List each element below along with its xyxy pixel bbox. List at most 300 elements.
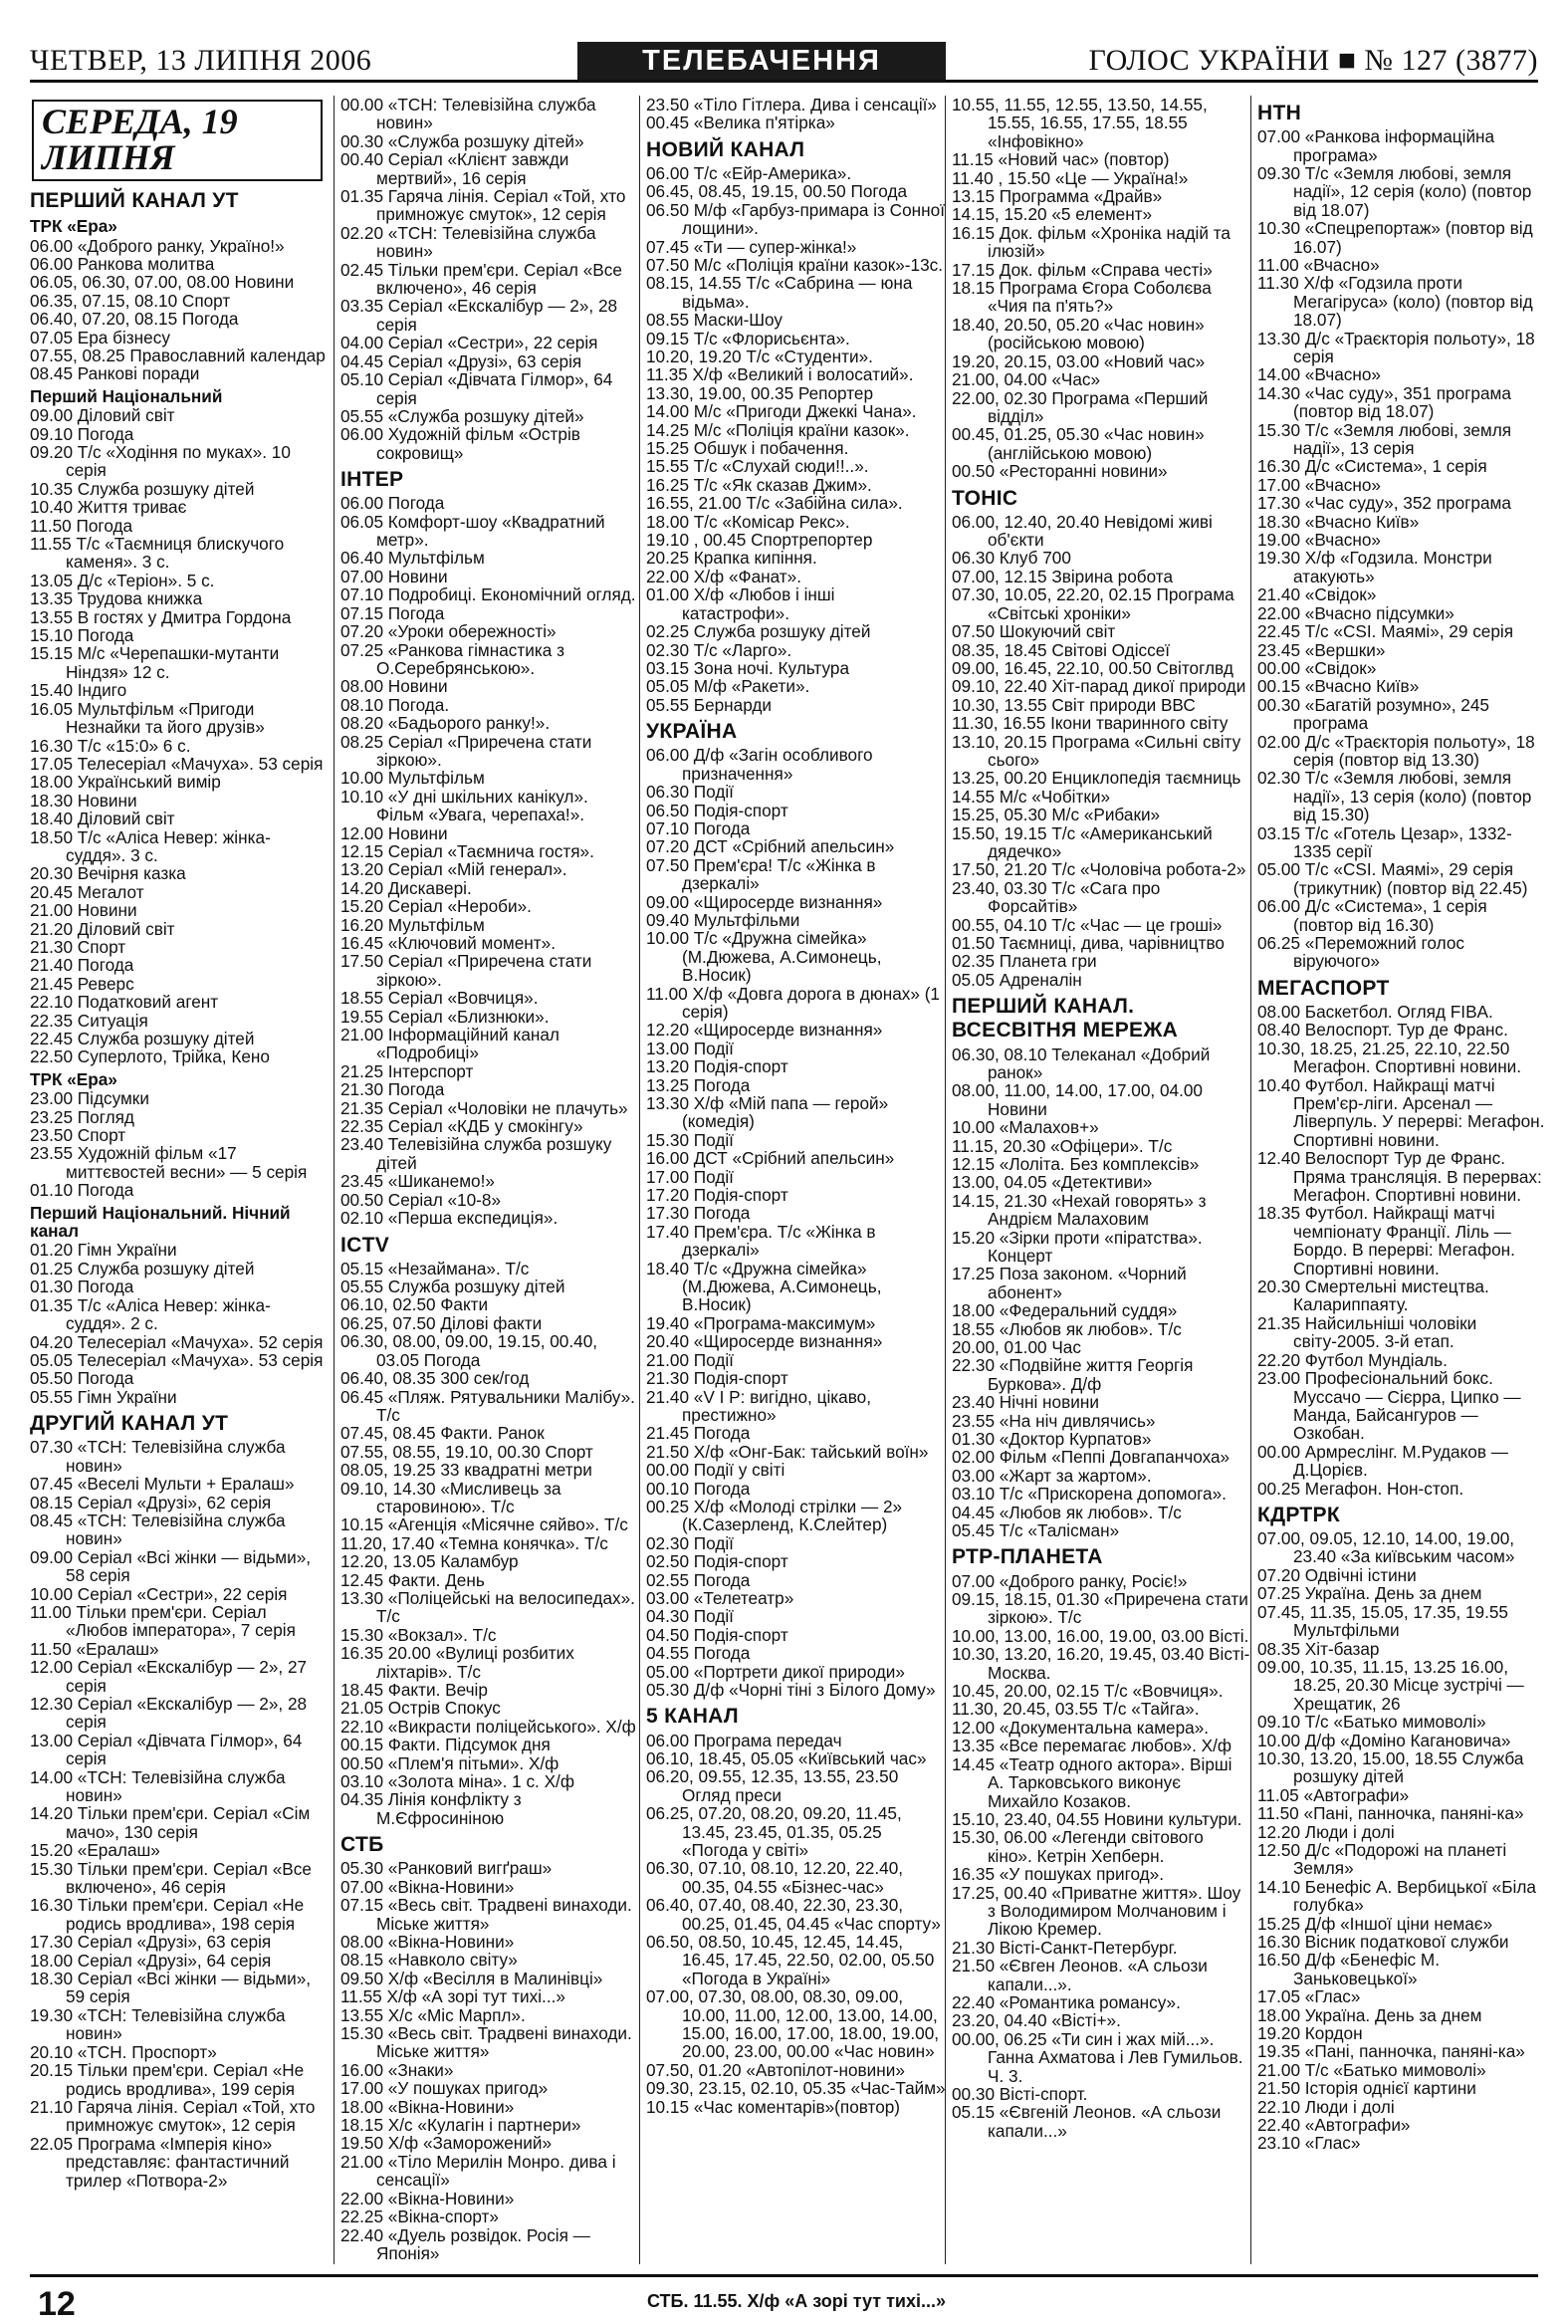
program-entry: 07.50 Шокуючий світ [952, 621, 1116, 642]
program-entry: 07.15 «Весь світ. Традвені винаходи. Міське життя» [340, 1895, 632, 1934]
program-entry: 18.15 Програма Єгора Соболєва «Чия па п'ять?» [952, 278, 1212, 317]
program-entry: 16.50 Д/ф «Бенефіс М. Заньковецької» [1257, 1950, 1440, 1988]
program-entry: 06.05 Комфорт-шоу «Квадратний метр». [340, 511, 605, 551]
program-entry: 17.00 «Вчасно» [1257, 474, 1381, 495]
program-entry: 05.00 «Портрети дикої природи» [646, 1661, 905, 1682]
program-entry: 11.20, 17.40 «Темна конячка». Т/с [340, 1532, 608, 1553]
program-entry: 23.40, 03.30 Т/с «Сага про Форсайтів» [952, 877, 1161, 917]
program-entry: 21.05 Острів Спокус [340, 1698, 501, 1719]
program-entry: 08.15, 14.55 Т/с «Сабрина — юна відьма». [646, 273, 913, 312]
program-entry: 06.00 Ранкова молитва [30, 253, 215, 274]
program-entry: 05.10 Серіал «Дівчата Гілмор», 64 серія [340, 369, 613, 408]
program-entry: 00.40 Серіал «Клієнт завжди мертвий», 16 серія [340, 149, 569, 188]
channel-name: НТН [1257, 102, 1302, 124]
program-entry: 16.30 Д/с «Система», 1 серія [1257, 456, 1487, 477]
program-entry: 06.40, 07.20, 08.15 Погода [30, 309, 239, 330]
program-entry: 00.10 Погода [646, 1478, 751, 1499]
program-entry: 16.30 Тільки прем'єри. Серіал «Не родись вродлива», 198 серія [30, 1895, 305, 1934]
program-entry: 03.10 Т/с «Прискорена допомога». [952, 1484, 1227, 1505]
program-entry: 18.30 Новини [30, 790, 137, 811]
program-entry: 06.00, 12.40, 20.40 Невідомі живі об'єкти [952, 511, 1213, 551]
program-entry: 02.30 Т/с «Земля любові, земля надії», 13 серія (коло) (повтор від 15.30) [1257, 768, 1532, 825]
program-entry: 22.35 Ситуація [30, 1010, 148, 1031]
program-entry: 08.55 Маски-Шоу [646, 310, 784, 331]
column-3 [639, 96, 946, 2264]
program-entry: 10.30 «Спецрепортаж» (повтор від 16.07) [1257, 218, 1533, 257]
issue-date: ЧЕТВЕР, 13 ЛИПНЯ 2006 [30, 44, 372, 77]
program-entry: 00.45, 01.25, 05.30 «Час новин» (англійською мовою) [952, 424, 1205, 463]
program-entry: 05.55 Гімн України [30, 1386, 177, 1407]
page-header [30, 28, 1538, 83]
program-entry: 07.00, 09.05, 12.10, 14.00, 19.00, 23.40 «За київським часом» [1257, 1528, 1515, 1567]
page-footer [30, 2274, 1538, 2323]
program-entry: 16.20 Мультфільм [340, 914, 485, 935]
program-entry: 20.15 Тільки прем'єри. Серіал «Не родись вродлива», 199 серія [30, 2060, 305, 2099]
program-entry: 18.00 Український вимір [30, 772, 221, 793]
program-entry: 15.25 Д/ф «Іншої ціни немає» [1257, 1913, 1493, 1934]
program-entry: 17.30 Серіал «Друзі», 63 серія [30, 1932, 272, 1953]
program-entry: 07.10 Погода [646, 817, 751, 838]
program-entry: 09.00 «Щиросерде визнання» [646, 891, 883, 912]
program-entry: 11.55 Т/с «Таємниця блискучого каменя». 3 с. [30, 534, 285, 573]
program-entry: 00.00 Армреслінг. М.Рудаков — Д.Цорієв. [1257, 1441, 1508, 1481]
program-entry: 13.30 «Поліцейські на велосипедах». Т/с [340, 1587, 635, 1627]
program-entry: 06.30, 07.10, 08.10, 12.20, 22.40, 00.35, 04.55 «Бізнес-час» [646, 1858, 904, 1897]
program-entry: 23.00 Підсумки [30, 1088, 149, 1109]
program-entry: 05.55 Служба розшуку дітей [340, 1277, 565, 1297]
program-entry: 06.00 Програма передач [646, 1730, 842, 1750]
program-entry: 19.55 Серіал «Близнюки». [340, 1006, 550, 1027]
program-entry: 08.05, 19.25 33 квадратні метри [340, 1460, 592, 1481]
program-entry: 21.35 Найсильніші чоловіки світу-2005. 3-й етап. [1257, 1312, 1477, 1352]
program-entry: 02.25 Служба розшуку дітей [646, 621, 871, 642]
program-entry: 09.10 Погода [30, 423, 134, 444]
program-entry: 10.35 Служба розшуку дітей [30, 478, 255, 499]
program-entry: 10.40 Футбол. Найкращі матчі Прем'єр-ліги. Арсенал — Ліверпуль. У перерві: Мегафон. Спортивні новини. [1257, 1074, 1545, 1150]
program-entry: 11.00 «Вчасно» [1257, 254, 1380, 275]
program-entry: 07.15 Погода [340, 602, 445, 623]
program-entry: 02.30 Події [646, 1532, 734, 1553]
program-entry: 07.50 Прем'єра! Т/с «Жінка в дзеркалі» [646, 854, 876, 894]
channel-name: ПЕРШИЙ КАНАЛ УТ [30, 189, 239, 212]
program-entry: 06.30, 08.00, 09.00, 19.15, 00.40, 03.05 Погода [340, 1331, 598, 1370]
program-entry: 11.50 «Ералаш» [30, 1638, 159, 1659]
program-entry: 14.25 М/с «Поліція країни казок». [646, 419, 910, 440]
program-entry: 04.45 «Любов як любов». Т/с [952, 1502, 1182, 1522]
program-entry: 21.00, 04.00 «Час» [952, 369, 1101, 390]
program-entry: 00.45 «Велика п'ятірка» [646, 113, 835, 133]
program-entry: 09.00, 10.35, 11.15, 13.25 16.00, 18.25, 20.30 Місце зустрічі — Хрещатик, 26 [1257, 1656, 1524, 1714]
program-entry: 00.30 Вісті-спорт. [952, 2084, 1088, 2104]
program-entry: 13.25 Погода [646, 1074, 751, 1095]
program-entry: 18.00 Т/с «Комісар Рекс». [646, 511, 850, 532]
program-entry: 13.15 Программа «Драйв» [952, 186, 1163, 207]
program-entry: 22.45 Т/с «CSI. Маямі», 29 серія [1257, 621, 1514, 642]
program-entry: 07.00, 07.30, 08.00, 08.30, 09.00, 10.00, 11.00, 12.00, 13.00, 14.00, 15.00, 16.00, 17.00, 18.00, 19.00, 20.00, 23.00, 00.00 «Час новин» [646, 1986, 940, 2062]
program-entry: 09.10, 22.40 Хіт-парад дикої природи [952, 676, 1246, 697]
program-entry: 21.30 Спорт [30, 936, 126, 957]
program-entry: 04.50 Подія-спорт [646, 1624, 788, 1645]
program-entry: 19.20 Кордон [1257, 2023, 1363, 2044]
channel-name: СТБ [340, 1833, 384, 1857]
program-entry: 21.35 Серіал «Чоловіки не плачуть» [340, 1097, 628, 1118]
program-entry: 10.30, 13.20, 16.20, 19.45, 03.40 Вісті-Москва. [952, 1644, 1250, 1683]
program-entry: 22.50 Суперлото, Трійка, Кено [30, 1046, 270, 1067]
channel-name: ІНТЕР [340, 468, 404, 492]
program-entry: 13.35 Трудова книжка [30, 588, 203, 609]
program-entry: 22.10 Люди і долі [1257, 2096, 1395, 2117]
program-entry: 06.10, 18.45, 05.05 «Київський час» [646, 1747, 927, 1768]
day-title: СЕРЕДА, 19 ЛИПНЯ [32, 100, 323, 181]
program-entry: 22.00, 02.30 Програма «Перший відділ» [952, 387, 1209, 426]
program-entry: 00.50 Серіал «10-8» [340, 1189, 502, 1210]
program-entry: 22.35 Серіал «КДБ у смокінгу» [340, 1116, 583, 1137]
program-entry: 15.25, 05.30 М/с «Рибаки» [952, 805, 1161, 825]
program-entry: 17.40 Прем'єра. Т/с «Жінка в дзеркалі» [646, 1221, 876, 1261]
program-entry: 18.40 Діловий світ [30, 809, 175, 829]
program-entry: 11.15 «Новий час» (повтор) [952, 149, 1170, 170]
program-entry: 02.00 Д/с «Траєкторія польоту», 18 серія (повтор від 13.30) [1257, 731, 1535, 770]
program-entry: 17.50 Серіал «Приречена стати зіркою». [340, 951, 592, 990]
program-entry: 11.00 Тільки прем'єри. Серіал «Любов імператора», 7 серія [30, 1601, 296, 1641]
program-entry: 22.40 «Автографи» [1257, 2115, 1411, 2136]
program-entry: 13.00 Серіал «Дівчата Гілмор», 64 серія [30, 1730, 303, 1769]
program-entry: 09.40 Мультфільми [646, 909, 800, 930]
program-entry: 18.35 Футбол. Найкращі матчі чемпіонату Франції. Ліль — Бордо. В перерві: Мегафон. Спортивні новини. [1257, 1203, 1515, 1278]
program-entry: 20.30 Вечірня казка [30, 863, 186, 884]
program-entry: 08.40 Велоспорт. Тур де Франс. [1257, 1020, 1508, 1041]
program-entry: 21.20 Діловий світ [30, 918, 175, 939]
program-entry: 14.15, 15.20 «5 елемент» [952, 204, 1153, 225]
program-entry: 05.50 Погода [30, 1368, 134, 1389]
program-entry: 11.15, 20.30 «Офіцери». Т/с [952, 1135, 1173, 1156]
program-entry: 00.00 Події у світі [646, 1460, 785, 1481]
program-entry: 12.00 «Документальна камера». [952, 1717, 1210, 1738]
program-entry: 19.30 «ТСН: Телевізійна служба новин» [30, 2004, 286, 2044]
program-entry: 06.30, 08.10 Телеканал «Добрий ранок» [952, 1044, 1211, 1082]
program-entry: 13.00 Події [646, 1038, 734, 1058]
program-entry: 13.35 «Все перемагає любов». Х/ф [952, 1736, 1232, 1756]
program-entry: 18.00 «Федеральний суддя» [952, 1300, 1178, 1321]
program-entry: 06.00 Погода [340, 493, 445, 514]
program-entry: 14.20 Тільки прем'єри. Серіал «Сім мачо», 130 серія [30, 1803, 311, 1842]
program-entry: 21.40 «V I P: вигідно, цікаво, престижно» [646, 1386, 871, 1425]
program-entry: 18.30 Серіал «Всі жінки — відьми», 59 серія [30, 1969, 312, 2007]
program-entry: 17.30 Погода [646, 1203, 751, 1224]
program-entry: 07.10 Подробиці. Економічний огляд. [340, 584, 636, 605]
program-entry: 16.30 Вісник податкової служби [1257, 1932, 1509, 1953]
program-entry: 06.25, 07.50 Ділові факти [340, 1312, 543, 1333]
program-entry: 16.00 ДСТ «Срібний апельсин» [646, 1148, 895, 1169]
program-entry: 10.20, 19.20 Т/с «Студенти». [646, 347, 873, 367]
program-entry: 20.30 Смертельні мистецтва. Калариппаяту. [1257, 1277, 1489, 1315]
program-entry: 23.40 Нічні новини [952, 1392, 1099, 1413]
program-entry: 10.55, 11.55, 12.55, 13.50, 14.55, 15.55, 16.55, 17.55, 18.55 «Інфовікно» [952, 96, 1208, 151]
program-entry: 23.20, 04.40 «Вісті+». [952, 2010, 1121, 2031]
program-entry: 10.45, 20.00, 02.15 Т/с «Вовчиця». [952, 1681, 1224, 1702]
program-entry: 16.35 «У пошуках пригод». [952, 1864, 1165, 1885]
column-2 [334, 96, 640, 2264]
program-entry: 21.00 Інформаційний канал «Подробиці» [340, 1025, 560, 1063]
program-entry: 18.30 «Вчасно Київ» [1257, 511, 1420, 532]
program-entry: 13.30 Д/с «Траєкторія польоту», 18 серія [1257, 328, 1535, 367]
program-entry: 14.30 «Час суду», 351 програма (повтор від 18.07) [1257, 382, 1511, 422]
program-entry: 06.10, 02.50 Факти [340, 1294, 489, 1315]
program-entry: 13.20 Подія-спорт [646, 1056, 788, 1077]
program-entry: 15.10 Погода [30, 625, 134, 646]
column-1 [30, 96, 329, 2264]
program-entry: 10.00 «Малахов+» [952, 1117, 1099, 1138]
program-entry: 18.40 Т/с «Дружна сімейка» (М.Дюжева, А.Симонець, В.Носик) [646, 1258, 882, 1315]
channel-subheading: ТРК «Ера» [30, 216, 117, 237]
program-entry: 22.10 «Викрасти поліцейського». Х/ф [340, 1716, 636, 1737]
program-entry: 17.20 Подія-спорт [646, 1185, 788, 1206]
program-entry: 10.15 «Час коментарів»(повтор) [646, 2096, 901, 2117]
program-entry: 12.45 Факти. День [340, 1569, 485, 1590]
program-entry: 07.00 «Вікна-Новини» [340, 1876, 515, 1897]
program-entry: 15.10, 23.40, 04.55 Новини культури. [952, 1808, 1242, 1829]
program-entry: 12.20 «Щиросерде визнання» [646, 1020, 883, 1041]
program-entry: 03.35 Серіал «Екскалібур — 2», 28 серія [340, 296, 618, 335]
program-entry: 19.30 Х/ф «Годзила. Монстри атакують» [1257, 548, 1492, 586]
program-entry: 19.10 , 00.45 Спортрепортер [646, 530, 873, 551]
program-entry: 06.50, 08.50, 10.45, 12.45, 14.45, 16.45, 17.45, 22.50, 02.00, 05.50 «Погода в Україні» [646, 1932, 935, 1988]
page-number: 12 [38, 2285, 76, 2323]
program-entry: 05.15 «Незаймана». Т/с [340, 1258, 530, 1278]
program-entry: 15.15 М/с «Черепашки-мутанти Ніндзя» 12 с. [30, 643, 280, 682]
program-entry: 21.25 Інтерспорт [340, 1060, 474, 1081]
program-entry: 17.15 Док. фільм «Справа честі» [952, 259, 1213, 280]
program-entry: 09.15 Т/с «Флорисьєнта». [646, 328, 850, 349]
program-entry: 15.20 «Зірки проти «піратства». Концерт [952, 1227, 1203, 1266]
program-entry: 08.00 «Вікна-Новини» [340, 1932, 515, 1953]
program-entry: 10.00 Д/ф «Доміно Кагановича» [1257, 1730, 1511, 1750]
program-entry: 06.50 М/ф «Гарбуз-примара із Сонної лощини». [646, 199, 945, 239]
program-entry: 21.50 Х/ф «Онг-Бак: тайський воїн» [646, 1441, 929, 1462]
program-entry: 08.00, 11.00, 14.00, 17.00, 04.00 Новини [952, 1080, 1203, 1119]
program-entry: 07.00 «Ранкова інформаційна програма» [1257, 126, 1495, 165]
program-entry: 05.05 Адреналін [952, 969, 1082, 990]
program-entry: 06.00 «Доброго ранку, Україно!» [30, 235, 285, 256]
program-entry: 01.30 «Доктор Курпатов» [952, 1429, 1152, 1450]
program-entry: 02.10 «Перша експедиція». [340, 1208, 559, 1229]
tv-schedule [30, 96, 1545, 2264]
program-entry: 07.00 «Доброго ранку, Росіє!» [952, 1570, 1188, 1591]
program-entry: 21.40 Погода [30, 955, 134, 976]
program-entry: 17.00 Події [646, 1166, 734, 1187]
program-entry: 06.40, 07.40, 08.40, 22.30, 23.30, 00.25, 01.45, 04.45 «Час спорту» [646, 1895, 941, 1934]
program-entry: 09.15, 18.15, 01.30 «Приречена стати зіркою». Т/с [952, 1589, 1248, 1628]
program-entry: 22.10 Податковий агент [30, 992, 219, 1013]
program-entry: 21.10 Гаряча лінія. Серіал «Той, хто примножує смуток», 12 серія [30, 2096, 316, 2136]
program-entry: 06.30 Клуб 700 [952, 548, 1071, 569]
program-entry: 13.55 В гостях у Дмитра Гордона [30, 606, 292, 627]
program-entry: 15.30 Події [646, 1129, 734, 1150]
program-entry: 09.10 Т/с «Батько мимоволі» [1257, 1712, 1486, 1733]
program-entry: 21.45 Реверс [30, 973, 134, 994]
program-entry: 08.10 Погода. [340, 694, 450, 715]
program-entry: 01.50 Таємниці, дива, чарівництво [952, 933, 1225, 954]
program-entry: 00.00 «Свідок» [1257, 657, 1377, 678]
program-entry: 14.45 «Театр одного актора». Вірші А. Тарковського виконує Михайло Козаков. [952, 1753, 1232, 1811]
program-entry: 08.00 Новини [340, 676, 448, 697]
program-entry: 20.40 «Щиросерде визнання» [646, 1331, 883, 1352]
program-entry: 07.45 «Веселі Мульти + Ералаш» [30, 1474, 295, 1495]
program-entry: 01.00 Х/ф «Любов і інші катастрофи». [646, 584, 835, 623]
channel-name: РТР-ПЛАНЕТА [952, 1545, 1103, 1569]
program-entry: 23.45 «Вершки» [1257, 639, 1386, 660]
program-entry: 18.55 «Любов як любов». Т/с [952, 1318, 1182, 1339]
program-entry: 06.45, 08.45, 19.15, 00.50 Погода [646, 181, 908, 202]
program-entry: 23.10 «Глас» [1257, 2133, 1361, 2154]
program-entry: 13.30 Х/ф «Мій папа — герой» (комедія) [646, 1093, 889, 1132]
program-entry: 23.00 Професіональний бокс. Муссачо — Сієрра, Ципко — Манда, Байсангуров — Озкобан. [1257, 1368, 1521, 1444]
program-entry: 07.30 «ТСН: Телевізійна служба новин» [30, 1437, 286, 1476]
program-entry: 19.20, 20.15, 03.00 «Новий час» [952, 350, 1206, 371]
program-entry: 13.05 Д/с «Теріон». 5 с. [30, 570, 215, 590]
program-entry: 07.55, 08.25 Православний календар [30, 345, 326, 365]
program-entry: 09.50 Х/ф «Весілля в Малинівці» [340, 1968, 603, 1988]
channel-name: НОВИЙ КАНАЛ [646, 137, 805, 161]
channel-name: УКРАЇНА [646, 720, 738, 744]
program-entry: 03.10 «Золота міна». 1 с. Х/ф [340, 1771, 574, 1792]
program-entry: 11.30, 20.45, 03.55 Т/с «Тайга». [952, 1699, 1200, 1720]
channel-name: МЕГАСПОРТ [1257, 976, 1390, 1000]
program-entry: 13.00, 04.05 «Детективи» [952, 1172, 1153, 1193]
program-entry: 17.25, 00.40 «Приватне життя». Шоу з Володимиром Молчановим і Лікою Кремер. [952, 1882, 1241, 1940]
program-entry: 06.25, 07.20, 08.20, 09.20, 11.45, 13.45, 23.45, 01.35, 05.25 «Погода у світі» [646, 1803, 902, 1860]
program-entry: 06.00 Т/с «Ейр-Америка». [646, 162, 852, 183]
program-entry: 11.55 Х/ф «А зорі тут тихі...» [340, 1986, 565, 2007]
program-entry: 06.00 Д/ф «Загін особливого призначення» [646, 745, 873, 784]
program-entry: 22.45 Служба розшуку дітей [30, 1029, 255, 1049]
program-entry: 14.00 «ТСН: Телевізійна служба новин» [30, 1766, 286, 1805]
program-entry: 03.00 «Жарт за жартом». [952, 1465, 1152, 1486]
program-entry: 16.15 Док. фільм «Хроніка надій та ілюзій» [952, 222, 1231, 262]
program-entry: 21.45 Погода [646, 1423, 751, 1444]
program-entry: 19.35 «Пані, панночка, паняні-ка» [1257, 2041, 1525, 2062]
program-entry: 22.00 «Вчасно підсумки» [1257, 602, 1455, 623]
program-entry: 08.45 «ТСН: Телевізійна служба новин» [30, 1510, 286, 1549]
program-entry: 21.00 Події [646, 1349, 734, 1370]
program-entry: 15.30 «Весь світ. Традвені винаходи. Міське життя» [340, 2023, 632, 2062]
program-entry: 17.00 «У пошуках пригод» [340, 2078, 549, 2099]
program-entry: 12.15 «Лоліта. Без комплексів» [952, 1153, 1200, 1174]
program-entry: 15.55 Т/с «Слухай сюди!!..». [646, 456, 869, 477]
program-entry: 07.55, 08.55, 19.10, 00.30 Спорт [340, 1441, 593, 1462]
channel-name: КДРТРК [1257, 1503, 1340, 1526]
program-entry: 01.30 Погода [30, 1277, 134, 1297]
program-entry: 04.35 Лінія конфлікту з М.Єфросиніною [340, 1789, 522, 1828]
program-entry: 01.35 Гаряча лінія. Серіал «Той, хто примножує смуток», 12 серія [340, 186, 626, 225]
program-entry: 10.00 Серіал «Сестри», 22 серія [30, 1583, 288, 1604]
program-entry: 04.45 Серіал «Друзі», 63 серія [340, 350, 582, 371]
program-entry: 15.30 «Вокзал». Т/с [340, 1624, 497, 1645]
program-entry: 08.20 «Бадьорого ранку!». [340, 713, 551, 734]
program-entry: 22.20 Футбол Мундіаль. [1257, 1349, 1448, 1370]
program-entry: 11.50 Погода [30, 515, 133, 536]
program-entry: 04.00 Серіал «Сестри», 22 серія [340, 333, 598, 353]
program-entry: 07.20 Одвічні істини [1257, 1564, 1417, 1585]
program-entry: 22.40 «Дуель розвідок. Росія — Японія» [340, 2224, 590, 2263]
program-entry: 13.30, 19.00, 00.35 Репортер [646, 382, 874, 403]
channel-name: 5 КАНАЛ [646, 1705, 739, 1729]
program-entry: 00.25 Мегафон. Нон-стоп. [1257, 1478, 1464, 1499]
program-entry: 10.00, 13.00, 16.00, 19.00, 03.00 Вісті. [952, 1625, 1249, 1646]
newspaper-issue: ГОЛОС УКРАЇНИ ■ № 127 (3877) [1088, 44, 1538, 77]
program-entry: 16.30 Т/с «15:0» 6 с. [30, 735, 191, 756]
program-entry: 22.05 Програма «Імперія кіно» представляє: фантастичний трилер «Потвора-2» [30, 2133, 290, 2191]
channel-name: ICTV [340, 1233, 390, 1257]
program-entry: 14.20 Дискавері. [340, 877, 472, 898]
program-entry: 16.25 Т/с «Як сказав Джим». [646, 474, 872, 495]
program-entry: 07.45, 11.35, 15.05, 17.35, 19.55 Мультфільми [1257, 1601, 1508, 1641]
program-entry: 01.20 Гімн України [30, 1240, 177, 1261]
program-entry: 19.40 «Програма-максимум» [646, 1312, 876, 1333]
program-entry: 12.30 Серіал «Екскалібур — 2», 28 серія [30, 1693, 308, 1733]
program-entry: 00.55, 04.10 Т/с «Час — це гроші» [952, 914, 1223, 935]
program-entry: 05.05 М/ф «Ракети». [646, 676, 810, 697]
program-entry: 14.15, 21.30 «Нехай говорять» з Андрієм Малаховим [952, 1190, 1207, 1230]
program-entry: 21.50 «Євген Леонов. «А сльози капали...». [952, 1956, 1208, 1994]
program-entry: 10.30, 13.55 Світ природи ВВС [952, 694, 1196, 715]
program-entry: 00.15 Факти. Підсумок дня [340, 1735, 551, 1755]
program-entry: 07.00, 12.15 Звірина робота [952, 566, 1174, 586]
footer-announcement: СТБ. 11.55. Х/ф «А зорі тут тихі...» [647, 2291, 947, 2311]
program-entry: 15.30, 06.00 «Легенди світового кіно». Кетрін Хепберн. [952, 1827, 1204, 1866]
program-entry: 03.15 Т/с «Готель Цезар», 1332-1335 серії [1257, 822, 1512, 861]
program-entry: 16.00 «Знаки» [340, 2059, 454, 2080]
program-entry: 13.55 Х/с «Міс Марпл». [340, 2004, 526, 2025]
program-entry: 00.50 «Ресторанні новини» [952, 461, 1168, 482]
program-entry: 21.50 Історія однієї картини [1257, 2078, 1476, 2099]
program-entry: 11.50 «Пані, панночка, паняні-ка» [1257, 1803, 1524, 1824]
program-entry: 05.00 Т/с «CSI. Маямі», 29 серія (трикутник) (повтор від 22.45) [1257, 859, 1528, 898]
program-entry: 23.55 «На ніч дивлячись» [952, 1410, 1156, 1431]
program-entry: 20.00, 01.00 Час [952, 1337, 1081, 1358]
program-entry: 07.20 «Уроки обережності» [340, 621, 557, 642]
program-entry: 08.25 Серіал «Приречена стати зіркою». [340, 731, 592, 770]
program-entry: 23.25 Погляд [30, 1106, 134, 1127]
program-entry: 00.15 «Вчасно Київ» [1257, 676, 1420, 697]
program-entry: 14.00 «Вчасно» [1257, 364, 1381, 385]
program-entry: 23.45 «Шиканемо!» [340, 1171, 495, 1192]
program-entry: 09.30, 23.15, 02.10, 05.35 «Час-Тайм» [646, 2078, 946, 2099]
program-entry: 00.30 «Багатій розумно», 245 програма [1257, 694, 1489, 734]
program-entry: 20.25 Крапка кипіння. [646, 548, 817, 569]
program-entry: 15.30 Т/с «Земля любові, земля надії», 13 серія [1257, 419, 1512, 459]
program-entry: 02.45 Тільки прем'єри. Серіал «Все включено», 46 серія [340, 259, 622, 299]
program-entry: 02.20 «ТСН: Телевізійна служба новин» [340, 222, 596, 262]
program-entry: 23.40 Телевізійна служба розшуку дітей [340, 1134, 612, 1173]
channel-subheading: Перший Національний. Нічний канал [30, 1202, 291, 1242]
program-entry: 16.35 20.00 «Вулиці розбитих ліхтарів». Т/с [340, 1643, 574, 1682]
program-entry: 22.00 Х/ф «Фанат». [646, 566, 802, 586]
program-entry: 14.10 Бенефіс А. Вербицької «Біла голубка» [1257, 1876, 1536, 1916]
program-entry: 15.40 Індиго [30, 680, 127, 701]
program-entry: 21.30 Подія-спорт [646, 1368, 788, 1389]
program-entry: 16.55, 21.00 Т/с «Забійна сила». [646, 493, 903, 514]
program-entry: 07.05 Ера бізнесу [30, 327, 170, 348]
program-entry: 10.00 Т/с «Дружна сімейка» (М.Дюжева, А.Симонець, В.Носик) [646, 928, 882, 986]
program-entry: 13.25, 00.20 Енциклопедія таємниць [952, 768, 1241, 789]
program-entry: 18.55 Серіал «Вовчиця». [340, 988, 539, 1009]
program-entry: 17.05 «Глас» [1257, 1986, 1361, 2007]
program-entry: 23.50 Спорт [30, 1125, 126, 1146]
program-entry: 05.55 «Служба розшуку дітей» [340, 405, 584, 426]
program-entry: 06.00 Д/с «Система», 1 серія (повтор від 16.30) [1257, 896, 1487, 935]
program-entry: 03.15 Зона ночі. Культура [646, 657, 849, 678]
